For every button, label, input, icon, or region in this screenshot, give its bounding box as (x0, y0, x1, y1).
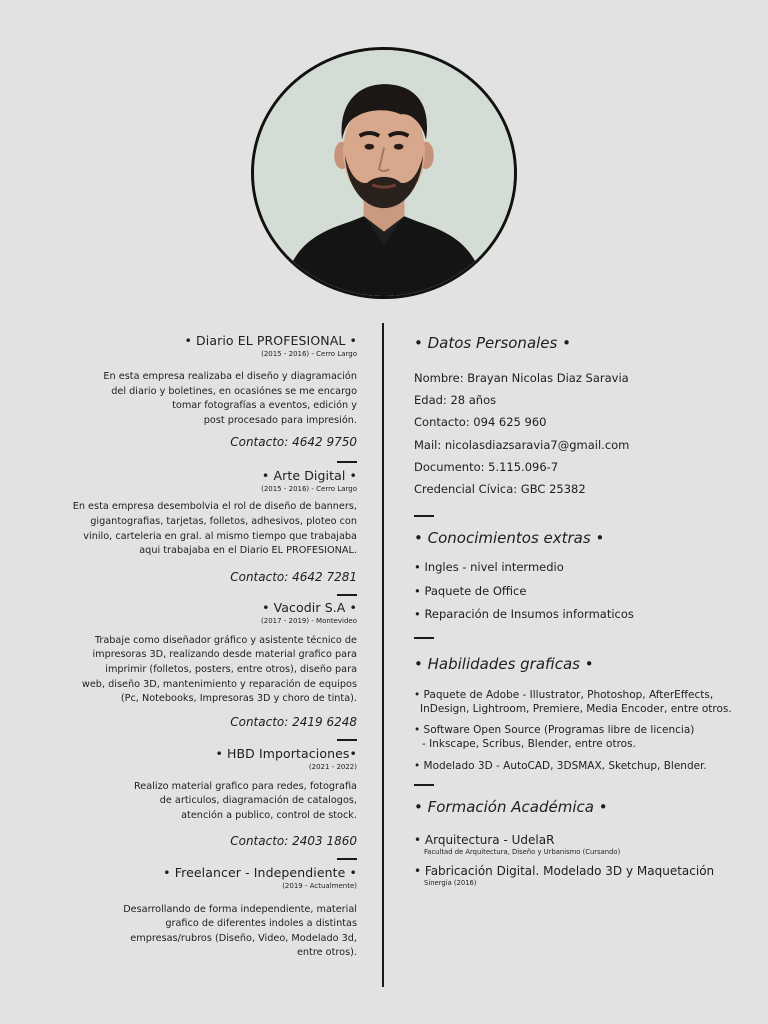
section-title-knowledge: • Conocimientos extras • (414, 529, 605, 548)
knowledge-list (414, 556, 754, 627)
skill-line: InDesign, Lightroom, Premiere, Media Encoder, entre otros. (420, 703, 732, 716)
education-item (414, 833, 754, 857)
job-description-line: En esta empresa desembolvia el rol de diseño de banners, (72, 501, 357, 513)
job-description-line: Realizo material grafico para redes, fotografia (134, 780, 357, 792)
job-period: (2015 - 2016) - Cerro Largo (261, 485, 357, 494)
job-description-line: empresas/rubros (Diseño, Video, Modelado 3d, (130, 932, 357, 944)
separator-dash (337, 858, 357, 860)
job-description-line: imprimir (folletos, posters, entre otros), diseño para (105, 663, 357, 675)
job-contact: Contacto: 4642 9750 (230, 435, 357, 450)
job-description-line: gigantografias, tarjetas, folletos, adhesivos, ploteo con (90, 515, 357, 527)
personal-age: Edad: 28 años (414, 393, 497, 408)
education-name: • Arquitectura - UdelaR (414, 833, 555, 848)
job-entry (37, 746, 357, 860)
job-contact: Contacto: 4642 7281 (230, 569, 357, 584)
job-description-line: Trabaje como diseñador gráfico y asistente técnico de (94, 634, 357, 646)
job-description-line: tomar fotografías a eventos, edición y (172, 400, 357, 412)
job-title: • Vacodir S.A • (262, 599, 357, 615)
job-title: • Diario EL PROFESIONAL • (184, 333, 357, 348)
skill-item (414, 723, 754, 752)
job-description (37, 370, 357, 428)
job-description-line: (Pc, Notebooks, Impresoras 3D y choro de tinta). (120, 693, 357, 705)
education-name: • Fabricación Digital. Modelado 3D y Maquetación (414, 864, 715, 879)
job-description (37, 903, 357, 961)
job-period: (2019 - Actualmente) (282, 881, 357, 890)
job-entry (37, 600, 357, 741)
job-description-line: En esta empresa realizaba el diseño y diagramación (103, 371, 357, 382)
job-contact: Contacto: 2419 6248 (230, 714, 357, 729)
separator-dash (414, 637, 434, 639)
job-description-line: Desarrollando de forma independiente, material (123, 903, 357, 915)
job-description-line: del diario y boletines, en ocasiónes se me encargo (111, 385, 357, 397)
skill-line: • Modelado 3D - AutoCAD, 3DSMAX, Sketchup, Blender. (414, 759, 707, 772)
job-entry (37, 468, 357, 595)
job-description-line: post procesado para impresión. (203, 414, 357, 426)
job-period: (2017 - 2019) - Montevideo (261, 616, 357, 625)
personal-email: Mail: nicolasdiazsaravia7@gmail.com (414, 437, 630, 452)
knowledge-item: • Reparación de Insumos informaticos (414, 607, 634, 622)
job-title: • Freelancer - Independiente • (163, 864, 357, 880)
experience-column (37, 333, 357, 961)
skill-line: • Software Open Source (Programas libre de licencia) (414, 723, 695, 736)
job-description-line: de articulos, diagramación de catalogos, (159, 795, 357, 807)
job-description (37, 500, 357, 558)
job-description-line: web, diseño 3D, mantenimiento y reparación de equipos (81, 678, 357, 690)
job-title: • Arte Digital • (261, 468, 357, 484)
knowledge-item: • Ingles - nivel intermedio (414, 560, 564, 575)
education-item (414, 864, 754, 888)
section-title-personal: • Datos Personales • (414, 334, 571, 352)
personal-civic-credential: Credencial Cívica: GBC 25382 (414, 482, 586, 497)
job-period: (2015 - 2016) - Cerro Largo (261, 350, 357, 358)
personal-data-list (414, 367, 754, 500)
profile-photo (251, 47, 517, 299)
skill-item (414, 759, 754, 774)
job-description-line: atención a publico, control de stock. (181, 809, 357, 821)
info-column (414, 333, 754, 888)
job-period: (2021 - 2022) (308, 762, 357, 771)
section-title-education: • Formación Académica • (414, 798, 608, 817)
job-description (37, 780, 357, 824)
separator-dash (414, 784, 434, 786)
job-description-line: vinilo, carteleria en gral. al mismo tiempo que trabajaba (83, 530, 357, 542)
job-description-line: entre otros). (296, 947, 357, 959)
profile-portrait-illustration (254, 50, 514, 296)
separator-dash (337, 461, 357, 463)
education-list (414, 833, 754, 888)
job-description (37, 634, 357, 707)
personal-name: Nombre: Brayan Nicolas Diaz Saravia (414, 371, 629, 385)
job-title: • HBD Importaciones• (215, 745, 357, 761)
separator-dash (337, 739, 357, 741)
section-title-skills: • Habilidades graficas • (414, 654, 594, 673)
job-entry (37, 865, 357, 961)
education-detail: Facultad de Arquitectura, Diseño y Urbanismo (Cursando) (424, 848, 621, 857)
skill-line: • Paquete de Adobe - Illustrator, Photoshop, AfterEffects, (414, 688, 714, 701)
job-description-line: grafico de diferentes indoles a distintas (165, 918, 357, 930)
job-description-line: impresoras 3D, realizando desde material grafico para (92, 649, 357, 661)
education-detail: Sinergia (2016) (424, 879, 477, 888)
personal-document: Documento: 5.115.096-7 (414, 459, 559, 474)
separator-dash (337, 594, 357, 596)
separator-dash (414, 515, 434, 517)
skill-item (414, 688, 754, 717)
skills-list (414, 688, 754, 774)
job-entry (37, 333, 357, 463)
personal-phone: Contacto: 094 625 960 (414, 415, 547, 430)
job-description-line: aqui trabajaba en el Diario EL PROFESIONAL. (139, 545, 357, 557)
knowledge-item: • Paquete de Office (414, 583, 527, 598)
job-contact: Contacto: 2403 1860 (230, 833, 357, 848)
skill-line: - Inkscape, Scribus, Blender, entre otros. (422, 738, 636, 751)
column-divider (382, 323, 384, 987)
